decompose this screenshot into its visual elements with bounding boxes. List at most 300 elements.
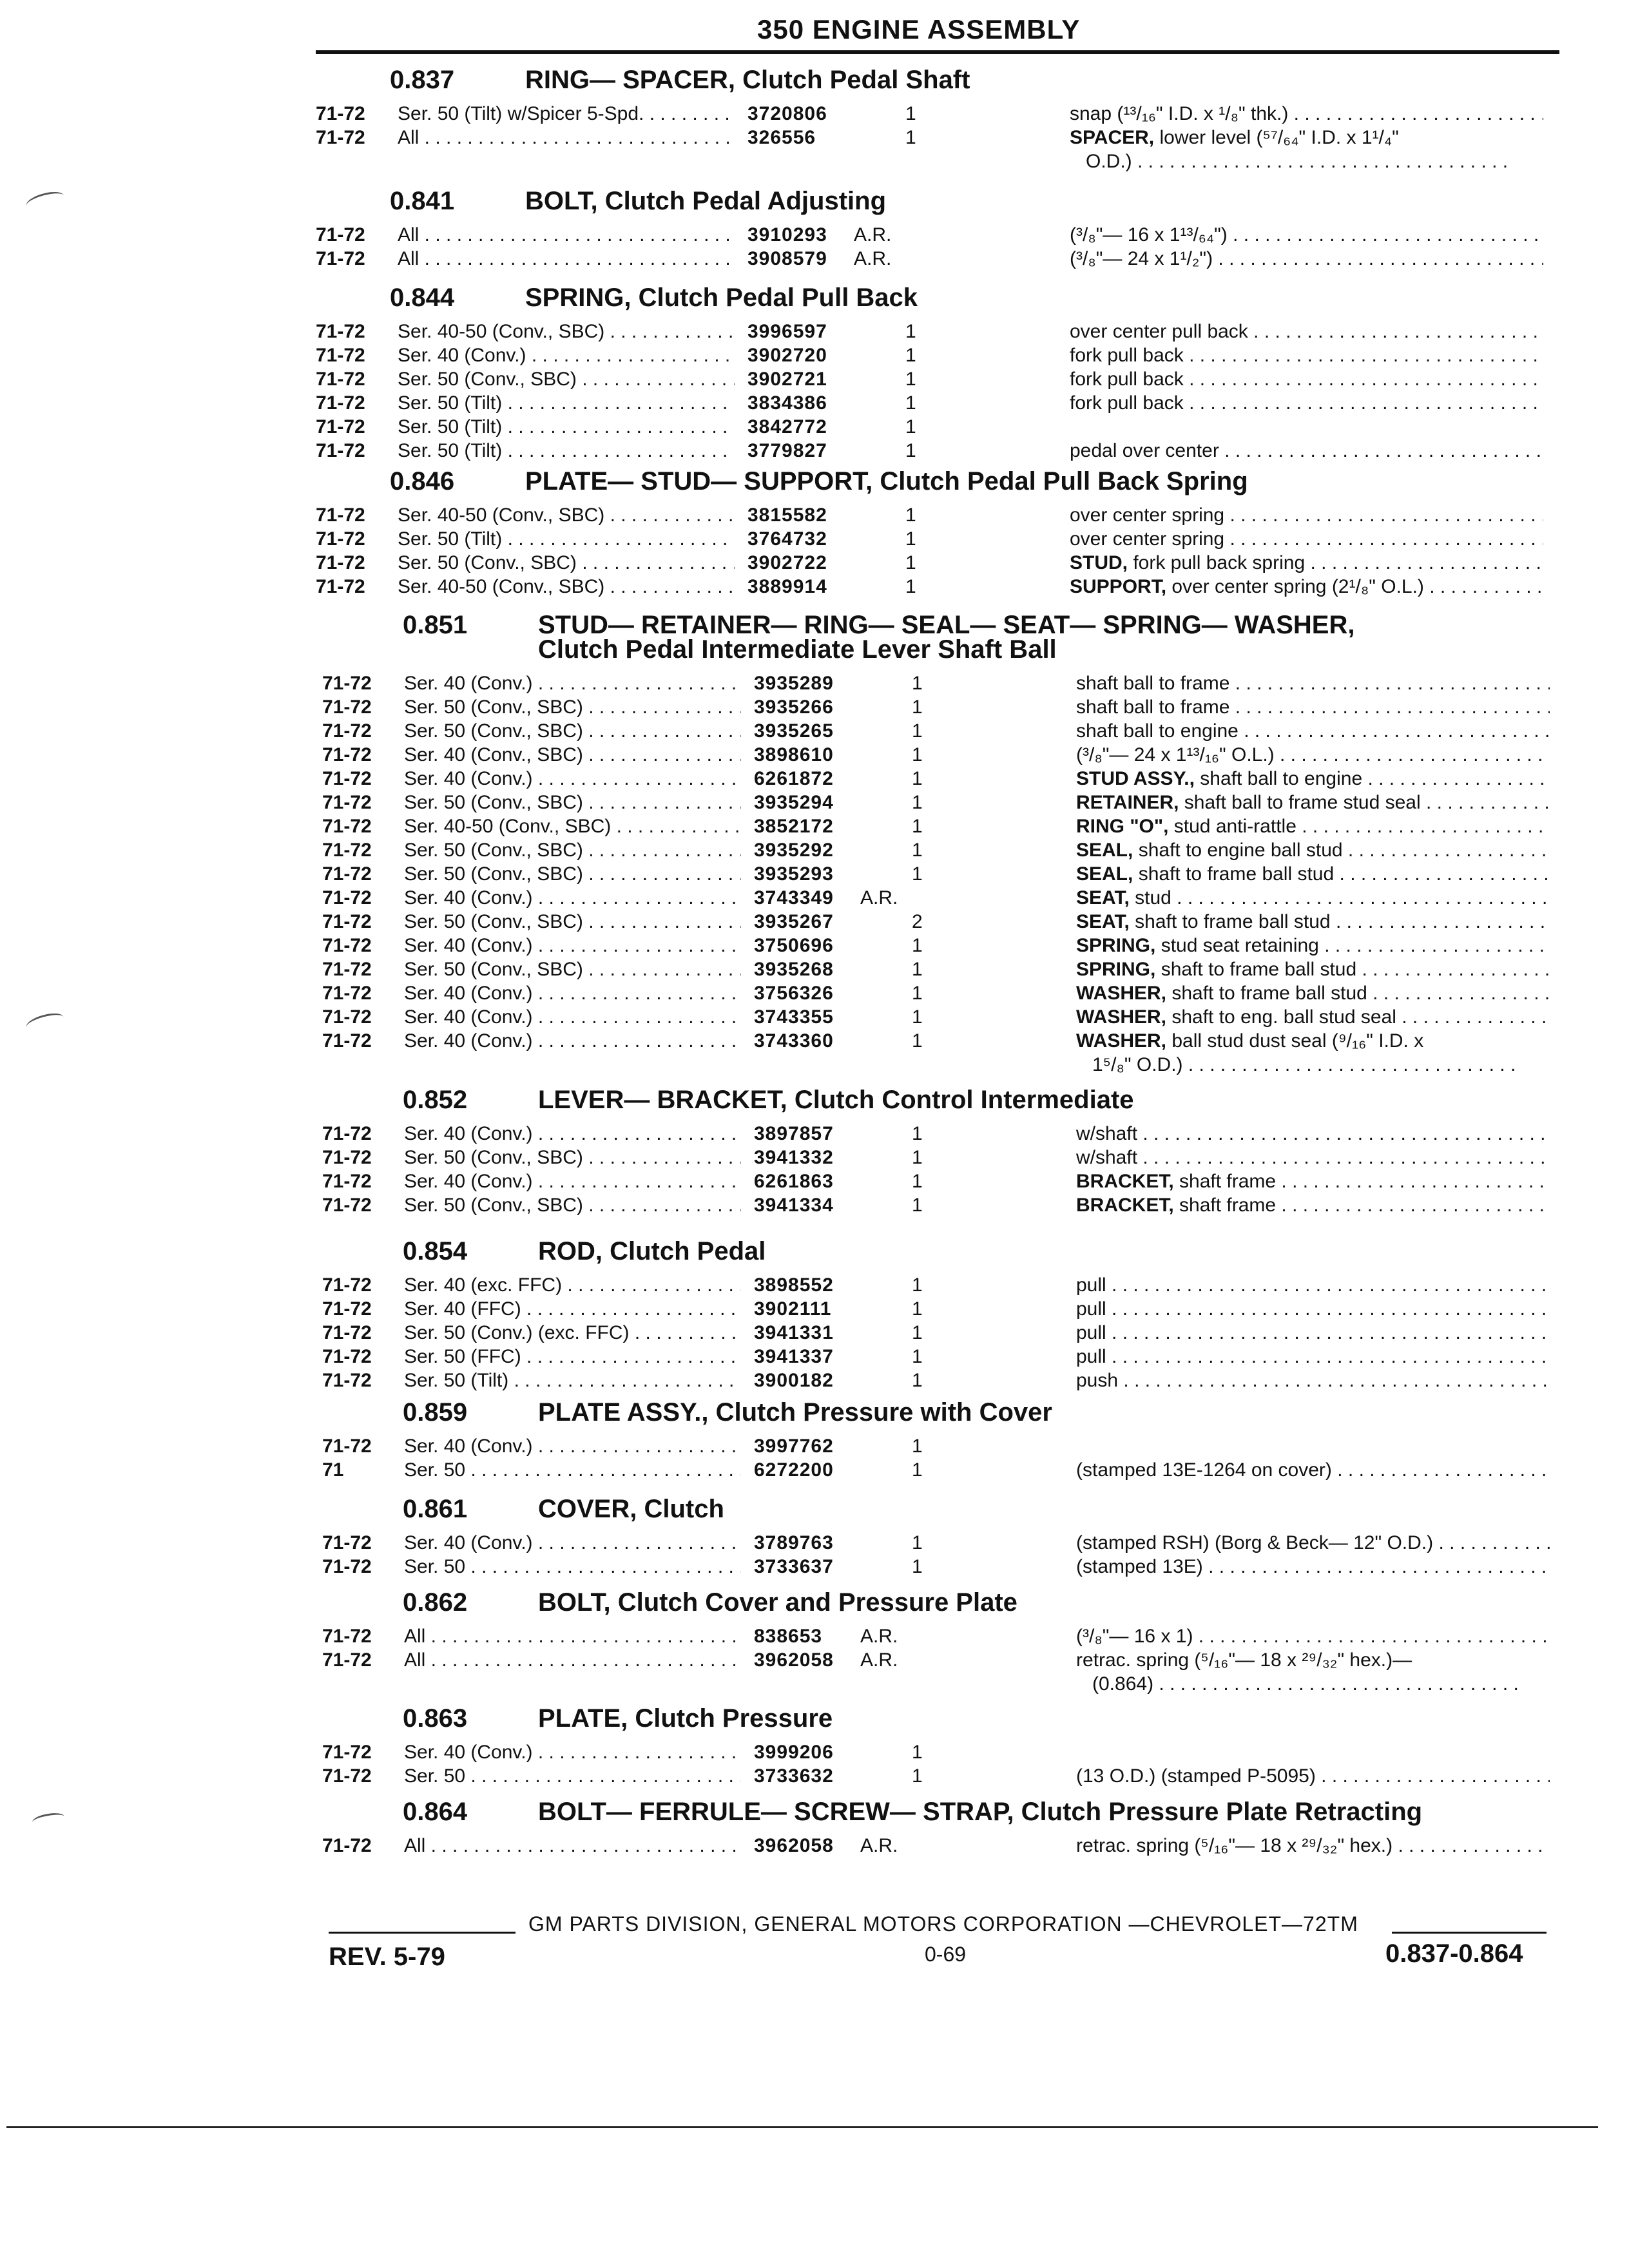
application: Ser. 40 (Conv.) . . . bbox=[404, 768, 741, 790]
part-number: 3834386 bbox=[747, 392, 827, 414]
section-title: PLATE— STUD— SUPPORT, Clutch Pedal Pull Back Spring bbox=[525, 467, 1248, 495]
description bbox=[1076, 959, 1550, 981]
section-0-863 bbox=[0, 1704, 1629, 1789]
description-text: shaft to eng. ball stud seal bbox=[1166, 1006, 1396, 1028]
section-heading bbox=[403, 1398, 1629, 1436]
description-text: (0.864) bbox=[1092, 1673, 1154, 1695]
parts-row bbox=[0, 697, 1629, 720]
description bbox=[1076, 816, 1550, 838]
description bbox=[1076, 1459, 1550, 1481]
description bbox=[1076, 1006, 1550, 1028]
part-number: 3941337 bbox=[754, 1346, 834, 1367]
part-number: 3902721 bbox=[747, 369, 827, 390]
quantity: 1 bbox=[912, 720, 923, 742]
application: All . . . bbox=[404, 1649, 741, 1671]
description-text: O.D.) bbox=[1086, 151, 1132, 172]
section-number: 0.846 bbox=[390, 467, 455, 495]
application: Ser. 40 (Conv.) . . . bbox=[404, 1030, 741, 1052]
description bbox=[1076, 1123, 1550, 1145]
part-number: 6261872 bbox=[754, 768, 834, 789]
parts-row bbox=[0, 1171, 1629, 1195]
description bbox=[1076, 887, 1550, 909]
model-years: 71-72 bbox=[316, 345, 365, 366]
description-text: (³/₈"— 24 x 1¹³/₁₆" O.L.) bbox=[1076, 744, 1275, 765]
parts-row bbox=[0, 369, 1629, 392]
quantity: 1 bbox=[912, 1556, 923, 1577]
description-text: (³/₈"— 24 x 1¹/₂") bbox=[1070, 248, 1213, 269]
description bbox=[1070, 552, 1543, 574]
part-number: 3935266 bbox=[754, 697, 834, 718]
quantity: 1 bbox=[912, 744, 923, 765]
model-years: 71-72 bbox=[322, 1298, 372, 1320]
model-years: 71-72 bbox=[322, 935, 372, 956]
application: Ser. 40 (Conv.) . . . bbox=[404, 1532, 741, 1554]
part-number: 3743360 bbox=[754, 1030, 834, 1052]
section-number: 0.851 bbox=[403, 611, 468, 639]
description bbox=[1070, 345, 1543, 367]
parts-row bbox=[0, 1436, 1629, 1459]
part-number: 3908579 bbox=[747, 248, 827, 269]
description-text: 1⁵/₈" O.D.) bbox=[1092, 1054, 1183, 1075]
parts-row bbox=[0, 528, 1629, 552]
description bbox=[1076, 1030, 1550, 1052]
quantity: 1 bbox=[905, 345, 916, 366]
quantity: 1 bbox=[912, 1298, 923, 1320]
description-text: (13 O.D.) (stamped P-5095) bbox=[1076, 1765, 1316, 1787]
section-title: ROD, Clutch Pedal bbox=[538, 1237, 766, 1265]
section-number: 0.852 bbox=[403, 1086, 468, 1114]
quantity: 1 bbox=[912, 1346, 923, 1367]
part-number: 3733637 bbox=[754, 1556, 834, 1577]
section-title: SPRING, Clutch Pedal Pull Back bbox=[525, 284, 918, 312]
footer-publisher: GM PARTS DIVISION, GENERAL MOTORS CORPORATION —CHEVROLET—72TM bbox=[528, 1912, 1358, 1936]
quantity: 1 bbox=[912, 1030, 923, 1052]
model-years: 71-72 bbox=[322, 1742, 372, 1763]
application: Ser. 40 (Conv.) . . . bbox=[404, 1742, 741, 1763]
application: Ser. 40 (exc. FFC) . . . bbox=[404, 1274, 741, 1296]
section-number: 0.841 bbox=[390, 187, 455, 215]
part-number: 3898552 bbox=[754, 1274, 834, 1296]
description bbox=[1076, 1370, 1550, 1392]
description bbox=[1076, 1649, 1550, 1671]
parts-row bbox=[0, 792, 1629, 816]
section-heading bbox=[403, 1086, 1629, 1123]
description-text: pedal over center bbox=[1070, 440, 1219, 461]
application: Ser. 50 (Conv., SBC) . . . bbox=[404, 697, 741, 718]
model-years: 71-72 bbox=[322, 1346, 372, 1367]
application: Ser. 50 (Conv., SBC) . . . bbox=[404, 792, 741, 814]
part-number: 3941331 bbox=[754, 1322, 834, 1343]
parts-row bbox=[0, 1147, 1629, 1171]
description-keyword: SUPPORT, bbox=[1070, 576, 1167, 597]
application: Ser. 50 (Conv., SBC) . . . bbox=[404, 1195, 741, 1216]
application: All . . . bbox=[398, 127, 735, 149]
header-rule bbox=[316, 50, 1559, 54]
model-years: 71-72 bbox=[322, 1195, 372, 1216]
section-heading bbox=[403, 1704, 1629, 1742]
model-years: 71-72 bbox=[322, 720, 372, 742]
description bbox=[1076, 863, 1550, 885]
model-years: 71-72 bbox=[322, 1006, 372, 1028]
section-0-854 bbox=[0, 1237, 1629, 1394]
part-number: 3962058 bbox=[754, 1649, 834, 1671]
quantity: 1 bbox=[912, 768, 923, 789]
section-title: COVER, Clutch bbox=[538, 1495, 724, 1523]
description-keyword: SPRING, bbox=[1076, 935, 1156, 956]
description-text: shaft to frame ball stud bbox=[1166, 983, 1367, 1004]
application: Ser. 40-50 (Conv., SBC) . . . bbox=[398, 576, 735, 598]
parts-row bbox=[0, 321, 1629, 345]
application: Ser. 40 (Conv.) . . . bbox=[398, 345, 735, 367]
quantity: 1 bbox=[905, 392, 916, 414]
parts-row bbox=[0, 935, 1629, 959]
model-years: 71-72 bbox=[322, 840, 372, 861]
description-keyword: RETAINER, bbox=[1076, 792, 1179, 813]
model-years: 71 bbox=[322, 1459, 344, 1481]
part-number: 3900182 bbox=[754, 1370, 834, 1391]
description-keyword: WASHER, bbox=[1076, 983, 1167, 1004]
description-text: push bbox=[1076, 1370, 1119, 1391]
description-text: shaft to engine ball stud bbox=[1133, 840, 1343, 861]
application: All . . . bbox=[398, 224, 735, 246]
description-text: fork pull back bbox=[1070, 369, 1184, 390]
description bbox=[1076, 744, 1550, 766]
description-text: shaft ball to engine bbox=[1076, 720, 1239, 742]
model-years: 71-72 bbox=[322, 1436, 372, 1457]
section-heading bbox=[390, 66, 1629, 103]
quantity: 1 bbox=[912, 983, 923, 1004]
quantity: 1 bbox=[912, 1322, 923, 1343]
description-keyword: SEAT, bbox=[1076, 911, 1130, 932]
model-years: 71-72 bbox=[316, 369, 365, 390]
quantity: A.R. bbox=[860, 1649, 898, 1671]
parts-row bbox=[0, 440, 1629, 464]
quantity: 1 bbox=[912, 959, 923, 980]
parts-row bbox=[0, 1030, 1629, 1054]
application: Ser. 40 (Conv.) . . . bbox=[404, 673, 741, 695]
parts-row bbox=[0, 1322, 1629, 1346]
model-years: 71-72 bbox=[322, 911, 372, 932]
section-number: 0.863 bbox=[403, 1704, 468, 1733]
quantity: 1 bbox=[912, 1742, 923, 1763]
part-number: 3852172 bbox=[754, 816, 834, 837]
parts-row bbox=[0, 983, 1629, 1006]
application: Ser. 50 . . . bbox=[404, 1556, 741, 1578]
description-keyword: BRACKET, bbox=[1076, 1195, 1174, 1216]
quantity: 1 bbox=[912, 1006, 923, 1028]
section-0-844 bbox=[0, 284, 1629, 464]
parts-row bbox=[0, 768, 1629, 792]
model-years: 71-72 bbox=[322, 863, 372, 885]
description-keyword: SPRING, bbox=[1076, 959, 1156, 980]
description bbox=[1076, 911, 1550, 933]
section-title: PLATE ASSY., Clutch Pressure with Cover bbox=[538, 1398, 1052, 1427]
application: All . . . bbox=[404, 1626, 741, 1648]
description bbox=[1076, 983, 1550, 1004]
part-number: 3910293 bbox=[747, 224, 827, 245]
part-number: 3720806 bbox=[747, 103, 827, 124]
part-number: 326556 bbox=[747, 127, 816, 148]
section-number: 0.862 bbox=[403, 1588, 468, 1617]
parts-row bbox=[0, 1370, 1629, 1394]
description bbox=[1076, 1195, 1550, 1216]
description bbox=[1070, 321, 1543, 343]
section-heading bbox=[403, 611, 1629, 673]
model-years: 71-72 bbox=[316, 248, 365, 269]
section-0-846 bbox=[0, 467, 1629, 600]
parts-row bbox=[0, 1626, 1629, 1649]
description bbox=[1070, 248, 1543, 270]
part-number: 3889914 bbox=[747, 576, 827, 597]
part-number: 3902111 bbox=[754, 1298, 832, 1320]
parts-row bbox=[0, 911, 1629, 935]
model-years: 71-72 bbox=[322, 983, 372, 1004]
part-number: 838653 bbox=[754, 1626, 823, 1647]
quantity: 1 bbox=[912, 673, 923, 694]
quantity: A.R. bbox=[860, 1835, 898, 1856]
parts-row bbox=[0, 959, 1629, 983]
model-years: 71-72 bbox=[322, 1626, 372, 1647]
part-number: 3789763 bbox=[754, 1532, 834, 1553]
description-keyword: SPACER, bbox=[1070, 127, 1155, 148]
part-number: 3935292 bbox=[754, 840, 834, 861]
quantity: 1 bbox=[912, 840, 923, 861]
part-number: 3935267 bbox=[754, 911, 834, 932]
parts-row bbox=[0, 1649, 1629, 1673]
description-keyword: SEAL, bbox=[1076, 863, 1133, 885]
quantity: A.R. bbox=[854, 224, 892, 245]
description-text: snap (¹³/₁₆" I.D. x ¹/₈" thk.) bbox=[1070, 103, 1289, 124]
description-text: retrac. spring (⁵/₁₆"— 18 x ²⁹/₃₂" hex.)— bbox=[1076, 1649, 1412, 1671]
section-heading bbox=[403, 1798, 1629, 1835]
description-text: retrac. spring (⁵/₁₆"— 18 x ²⁹/₃₂" hex.) bbox=[1076, 1835, 1393, 1856]
quantity: 1 bbox=[912, 792, 923, 813]
part-number: 3743355 bbox=[754, 1006, 834, 1028]
part-number: 3935265 bbox=[754, 720, 834, 742]
model-years: 71-72 bbox=[316, 528, 365, 550]
description bbox=[1076, 1346, 1550, 1368]
application: Ser. 40 (Conv.) . . . bbox=[404, 1006, 741, 1028]
model-years: 71-72 bbox=[322, 1556, 372, 1577]
application: Ser. 40 (Conv.) . . . bbox=[404, 1436, 741, 1457]
description-text: shaft frame bbox=[1173, 1195, 1277, 1216]
part-number: 3756326 bbox=[754, 983, 834, 1004]
section-title: STUD— RETAINER— RING— SEAL— SEAT— SPRING— WASHER, bbox=[538, 611, 1355, 639]
description-text: over center spring bbox=[1070, 528, 1225, 550]
description bbox=[1070, 576, 1543, 598]
model-years: 71-72 bbox=[322, 1835, 372, 1856]
quantity: 1 bbox=[912, 697, 923, 718]
model-years: 71-72 bbox=[322, 1030, 372, 1052]
parts-row bbox=[0, 1195, 1629, 1218]
description-text: ball stud dust seal (⁹/₁₆" I.D. x bbox=[1166, 1030, 1424, 1052]
application: Ser. 50 (Tilt) . . . bbox=[398, 416, 735, 438]
application: Ser. 40 (Conv.) . . . bbox=[404, 983, 741, 1004]
application: Ser. 40 (Conv.) . . . bbox=[404, 1171, 741, 1193]
description-text: w/shaft bbox=[1076, 1147, 1138, 1168]
application: Ser. 50 (Tilt) . . . bbox=[398, 528, 735, 550]
description bbox=[1076, 1298, 1550, 1320]
section-number: 0.859 bbox=[403, 1398, 468, 1427]
description-text: shaft to frame ball stud bbox=[1133, 863, 1335, 885]
application: Ser. 50 (Conv., SBC) . . . bbox=[398, 552, 735, 574]
section-0-837 bbox=[0, 66, 1629, 175]
application: Ser. 40 (Conv., SBC) . . . bbox=[404, 744, 741, 766]
model-years: 71-72 bbox=[322, 792, 372, 813]
description bbox=[1070, 505, 1543, 526]
parts-row bbox=[0, 720, 1629, 744]
quantity: 1 bbox=[912, 1195, 923, 1216]
description bbox=[1076, 720, 1550, 742]
application: Ser. 50 (Tilt) . . . bbox=[398, 440, 735, 462]
parts-row bbox=[0, 1835, 1629, 1859]
section-0-841 bbox=[0, 187, 1629, 272]
description-keyword: SEAL, bbox=[1076, 840, 1133, 861]
quantity: 1 bbox=[912, 1436, 923, 1457]
application: Ser. 40 (Conv.) . . . bbox=[404, 935, 741, 957]
section-title: LEVER— BRACKET, Clutch Control Intermediate bbox=[538, 1086, 1134, 1114]
section-0-862 bbox=[0, 1588, 1629, 1697]
description-text: shaft to frame ball stud bbox=[1155, 959, 1357, 980]
model-years: 71-72 bbox=[322, 1649, 372, 1671]
section-number: 0.844 bbox=[390, 284, 455, 312]
model-years: 71-72 bbox=[316, 505, 365, 526]
parts-row bbox=[0, 151, 1629, 175]
application: Ser. 50 (Tilt) w/Spicer 5-Spd. . . . bbox=[398, 103, 735, 125]
description bbox=[1070, 392, 1543, 414]
description-text: w/shaft bbox=[1076, 1123, 1138, 1144]
parts-row bbox=[0, 392, 1629, 416]
part-number: 3897857 bbox=[754, 1123, 834, 1144]
parts-row bbox=[0, 103, 1629, 127]
model-years: 71-72 bbox=[316, 224, 365, 245]
parts-row bbox=[0, 224, 1629, 248]
model-years: 71-72 bbox=[322, 1274, 372, 1296]
section-0-861 bbox=[0, 1495, 1629, 1580]
section-title: BOLT, Clutch Pedal Adjusting bbox=[525, 187, 886, 215]
parts-row bbox=[0, 127, 1629, 151]
part-number: 3743349 bbox=[754, 887, 834, 908]
description bbox=[1092, 1054, 1518, 1076]
quantity: 1 bbox=[905, 321, 916, 342]
description-keyword: STUD ASSY., bbox=[1076, 768, 1195, 789]
model-years: 71-72 bbox=[322, 816, 372, 837]
parts-row bbox=[0, 1274, 1629, 1298]
section-0-851 bbox=[0, 611, 1629, 1078]
model-years: 71-72 bbox=[322, 1322, 372, 1343]
description bbox=[1076, 1322, 1550, 1344]
section-heading bbox=[390, 187, 1629, 224]
footer-section-range: 0.837-0.864 bbox=[1385, 1939, 1523, 1968]
parts-row bbox=[0, 744, 1629, 768]
application: All . . . bbox=[404, 1835, 741, 1857]
description-text: stud anti-rattle bbox=[1168, 816, 1296, 837]
footer-page-number: 0-69 bbox=[925, 1943, 967, 1966]
scan-edge-rule bbox=[6, 2126, 1598, 2128]
footer-revision: REV. 5-79 bbox=[329, 1943, 445, 1971]
section-number: 0.854 bbox=[403, 1237, 468, 1265]
description-text: shaft ball to frame stud seal bbox=[1179, 792, 1421, 813]
description-text: pull bbox=[1076, 1298, 1106, 1320]
application: Ser. 40-50 (Conv., SBC) . . . bbox=[398, 321, 735, 343]
parts-row bbox=[0, 816, 1629, 840]
description-keyword: WASHER, bbox=[1076, 1030, 1167, 1052]
section-title: RING— SPACER, Clutch Pedal Shaft bbox=[525, 66, 970, 94]
section-number: 0.864 bbox=[403, 1798, 468, 1826]
parts-row bbox=[0, 1054, 1629, 1078]
application: Ser. 50 (Conv., SBC) . . . bbox=[404, 911, 741, 933]
application: Ser. 50 (Conv., SBC) . . . bbox=[404, 840, 741, 861]
part-number: 3764732 bbox=[747, 528, 827, 550]
application: Ser. 40 (FFC) . . . bbox=[404, 1298, 741, 1320]
part-number: 3996597 bbox=[747, 321, 827, 342]
description-keyword: RING "O", bbox=[1076, 816, 1169, 837]
description bbox=[1076, 1556, 1550, 1578]
quantity: 1 bbox=[905, 505, 916, 526]
part-number: 3997762 bbox=[754, 1436, 834, 1457]
model-years: 71-72 bbox=[322, 744, 372, 765]
part-number: 3935268 bbox=[754, 959, 834, 980]
description bbox=[1076, 792, 1550, 814]
description-text: over center spring (2¹/₈" O.L.) bbox=[1166, 576, 1424, 597]
parts-row bbox=[0, 1742, 1629, 1765]
section-heading bbox=[403, 1237, 1629, 1274]
quantity: 1 bbox=[912, 1532, 923, 1553]
section-heading bbox=[403, 1495, 1629, 1532]
description-text: (stamped 13E-1264 on cover) bbox=[1076, 1459, 1332, 1481]
description-text: shaft ball to frame bbox=[1076, 697, 1230, 718]
description-keyword: STUD, bbox=[1070, 552, 1128, 573]
quantity: 1 bbox=[905, 127, 916, 148]
parts-row bbox=[0, 863, 1629, 887]
section-0-852 bbox=[0, 1086, 1629, 1218]
section-heading bbox=[403, 1588, 1629, 1626]
description-text: (³/₈"— 16 x 1¹³/₆₄") bbox=[1070, 224, 1228, 245]
description bbox=[1070, 528, 1543, 550]
description bbox=[1076, 673, 1550, 695]
description-text: shaft to frame ball stud bbox=[1129, 911, 1331, 932]
section-0-864 bbox=[0, 1798, 1629, 1859]
parts-row bbox=[0, 887, 1629, 911]
model-years: 71-72 bbox=[316, 321, 365, 342]
section-title: PLATE, Clutch Pressure bbox=[538, 1704, 833, 1733]
application: Ser. 40 (Conv.) . . . bbox=[404, 1123, 741, 1145]
application: Ser. 50 (Conv.) (exc. FFC) . . . bbox=[404, 1322, 741, 1344]
model-years: 71-72 bbox=[322, 697, 372, 718]
application: Ser. 40 (Conv.) . . . bbox=[404, 887, 741, 909]
model-years: 71-72 bbox=[316, 576, 365, 597]
description-text: over center pull back bbox=[1070, 321, 1248, 342]
part-number: 3733632 bbox=[754, 1765, 834, 1787]
description-text: shaft frame bbox=[1173, 1171, 1277, 1192]
description bbox=[1076, 768, 1550, 790]
quantity: 1 bbox=[912, 816, 923, 837]
quantity: 1 bbox=[905, 103, 916, 124]
application: Ser. 50 . . . bbox=[404, 1459, 741, 1481]
application: Ser. 50 (Tilt) . . . bbox=[404, 1370, 741, 1392]
application: Ser. 50 (Conv., SBC) . . . bbox=[404, 720, 741, 742]
application: Ser. 50 (Conv., SBC) . . . bbox=[404, 863, 741, 885]
model-years: 71-72 bbox=[316, 392, 365, 414]
description bbox=[1076, 1532, 1550, 1554]
description-keyword: WASHER, bbox=[1076, 1006, 1167, 1028]
parts-row bbox=[0, 416, 1629, 440]
description bbox=[1076, 1835, 1550, 1857]
description bbox=[1076, 1171, 1550, 1193]
parts-row bbox=[0, 1006, 1629, 1030]
quantity: 1 bbox=[905, 552, 916, 573]
description-text: fork pull back bbox=[1070, 392, 1184, 414]
